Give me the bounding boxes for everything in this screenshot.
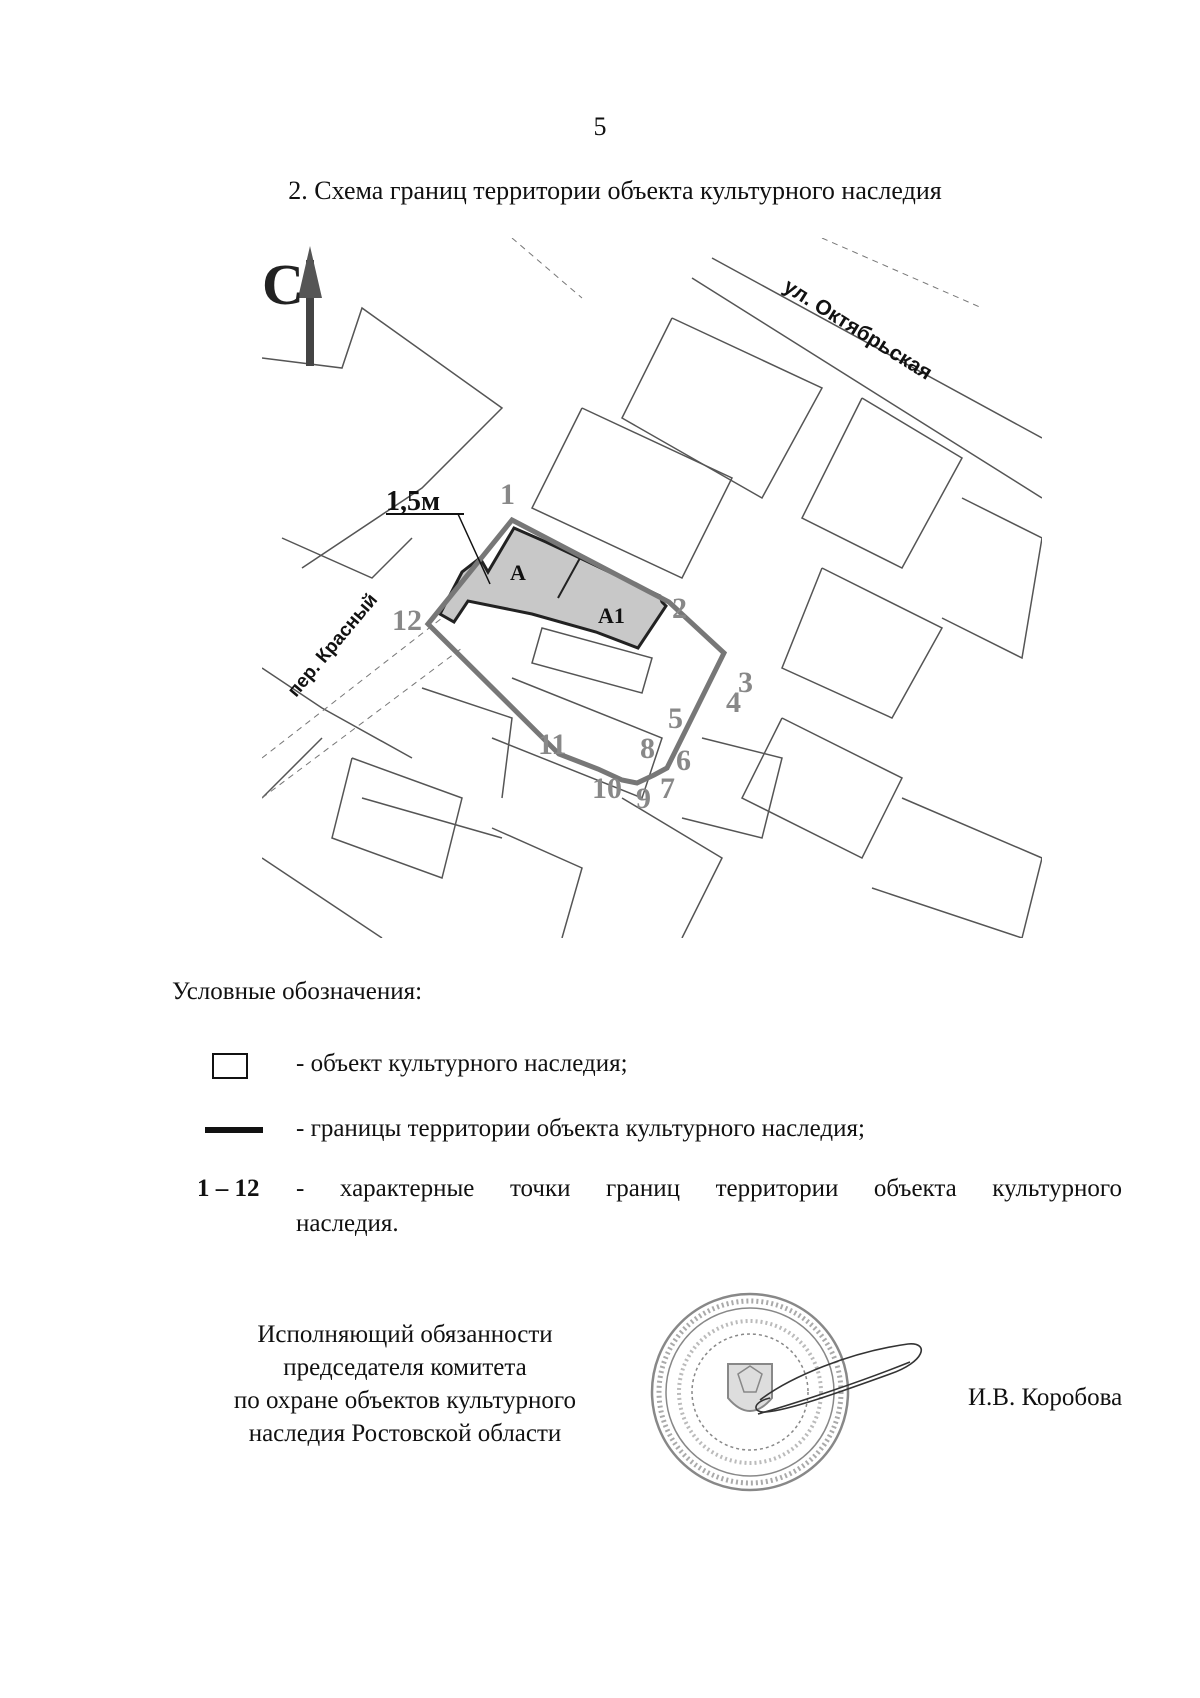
signer-position-line: по охране объектов культурного — [233, 1387, 577, 1414]
point-label-4: 4 — [726, 686, 741, 719]
scheme-title: 2. Схема границ территории объекта культурного наследия — [288, 176, 942, 205]
legend-symbol-heritage-object — [212, 1053, 248, 1079]
north-label: С — [262, 252, 304, 317]
legend-item-boundary: - границы территории объекта культурного наследия; — [296, 1115, 865, 1142]
legend-item-heritage-object: - объект культурного наследия; — [296, 1050, 628, 1077]
signer-position-line: председателя комитета — [283, 1354, 527, 1381]
boundary-point-labels — [392, 478, 753, 815]
point-label-5: 5 — [668, 702, 683, 735]
point-label-10: 10 — [592, 772, 622, 805]
legend-item-points-continued: наследия. — [296, 1210, 399, 1237]
signer-name: И.В. Коробова — [968, 1384, 1123, 1411]
building-label-a: А — [510, 560, 526, 585]
point-label-11: 11 — [538, 728, 567, 761]
point-label-7: 7 — [660, 772, 675, 805]
point-label-12: 12 — [392, 604, 422, 637]
page-number: 5 — [593, 112, 607, 141]
scale-label: 1,5м — [386, 486, 441, 517]
legend-title: Условные обозначения: — [172, 978, 423, 1005]
signer-position-line: Исполняющий обязанности — [257, 1321, 553, 1348]
street-label-oktyabrskaya: ул. Октябрьская — [779, 274, 937, 385]
official-seal-with-signature — [640, 1282, 940, 1502]
signer-position-line: наследия Ростовской области — [248, 1420, 562, 1447]
point-label-3: 3 — [738, 666, 753, 699]
legend-points-range: 1 – 12 — [197, 1175, 260, 1202]
point-label-8: 8 — [640, 732, 655, 765]
official-seal — [652, 1294, 848, 1490]
point-label-1: 1 — [500, 478, 515, 511]
street-hatching — [262, 238, 982, 798]
signer-position — [190, 1318, 620, 1450]
street-label-krasny: пер. Красный — [283, 589, 383, 702]
point-label-2: 2 — [672, 592, 687, 625]
cadastral-map — [262, 238, 1042, 938]
point-label-6: 6 — [676, 744, 691, 777]
legend-symbol-boundary-line — [205, 1127, 263, 1133]
building-label-a1: А1 — [598, 603, 625, 628]
point-label-9: 9 — [636, 782, 651, 815]
legend-item-points: - характерные точки границ территории объекта культурного — [296, 1175, 1122, 1202]
